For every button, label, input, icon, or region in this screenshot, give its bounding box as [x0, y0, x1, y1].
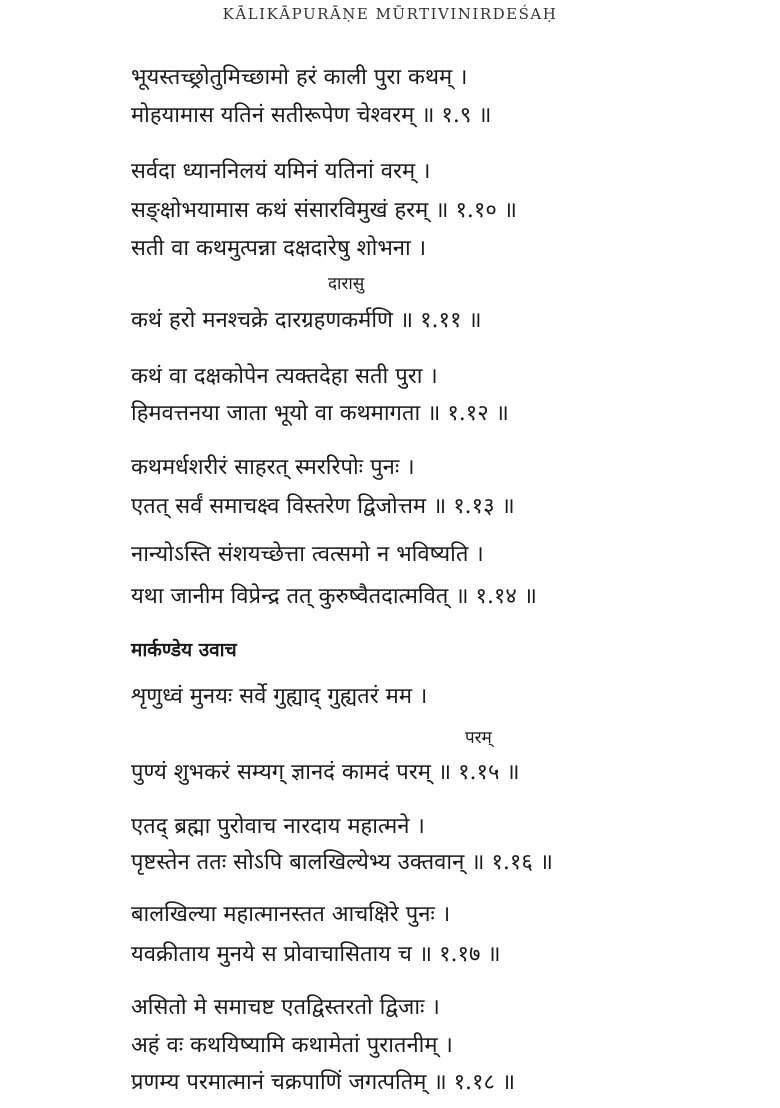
verse-line: सर्वदा ध्याननिलयं यमिनं यतिनां वरम् ।	[131, 159, 431, 184]
speaker-heading: मार्कण्डेय उवाच	[131, 639, 237, 661]
verse-line: मोहयामास यतिनं सतीरूपेण चेश्वरम् ॥ १.९ ॥	[131, 103, 492, 128]
verse-line: असितो मे समाचष्ट एतद्विस्तरतो द्विजाः ।	[131, 995, 440, 1020]
variant-reading: दारासु	[328, 274, 365, 294]
verse-line: एतद् ब्रह्मा पुरोवाच नारदाय महात्मने ।	[131, 814, 425, 839]
verse-line: अहं वः कथयिष्यामि कथामेतां पुरातनीम् ।	[131, 1033, 453, 1058]
verse-line: पुण्यं शुभकरं सम्यग् ज्ञानदं कामदं परम् ॥ १.१५ ॥	[131, 760, 520, 785]
verse-line: यथा जानीम विप्रेन्द्र तत् कुरुष्वैतदात्मवित् ॥ १.१४ ॥	[131, 584, 537, 609]
verse-line: कथं वा दक्षकोपेन त्यक्तदेहा सती पुरा ।	[131, 364, 438, 389]
variant-reading: परम्	[465, 728, 492, 748]
verse-line: हिमवत्तनया जाता भूयो वा कथमागता ॥ १.१२ ॥	[131, 401, 509, 426]
verse-line: कथं हरो मनश्चक्रे दारग्रहणकर्मणि ॥ १.११ ॥	[131, 308, 482, 333]
verse-line: एतत् सर्वं समाचक्ष्व विस्तरेण द्विजोत्तम ॥ १.१३ ॥	[131, 494, 515, 519]
verse-line: भूयस्तच्छ्रोतुमिच्छामो हरं काली पुरा कथम् ।	[131, 65, 468, 90]
running-header: KĀLIKĀPURĀṆE MŪRTIVINIRDEŚAḤ	[222, 5, 558, 23]
verse-line: सती वा कथमुत्पन्ना दक्षदारेषु शोभना ।	[131, 236, 427, 261]
verse-line: प्रणम्य परमात्मानं चक्रपाणिं जगत्पतिम् ॥ १.१८ ॥	[131, 1070, 516, 1095]
verse-line: नान्योऽस्ति संशयच्छेत्ता त्वत्समो न भविष्यति ।	[131, 542, 484, 567]
verse-line: बालखिल्या महात्मानस्तत आचक्षिरे पुनः ।	[131, 902, 451, 927]
verse-line: कथमर्धशरीरं साहरत् स्मररिपोः पुनः ।	[131, 455, 415, 480]
verse-line: सङ्क्षोभयामास कथं संसारविमुखं हरम् ॥ १.१० ॥	[131, 198, 517, 223]
verse-line: पृष्टस्तेन ततः सोऽपि बालखिल्येभ्य उक्तवान् ॥ १.१६ ॥	[131, 850, 553, 875]
verse-line: शृणुध्वं मुनयः सर्वे गुह्याद् गुह्यतरं मम ।	[131, 684, 428, 709]
verse-line: यवक्रीताय मुनये स प्रोवाचासिताय च ॥ १.१७ ॥	[131, 942, 501, 967]
